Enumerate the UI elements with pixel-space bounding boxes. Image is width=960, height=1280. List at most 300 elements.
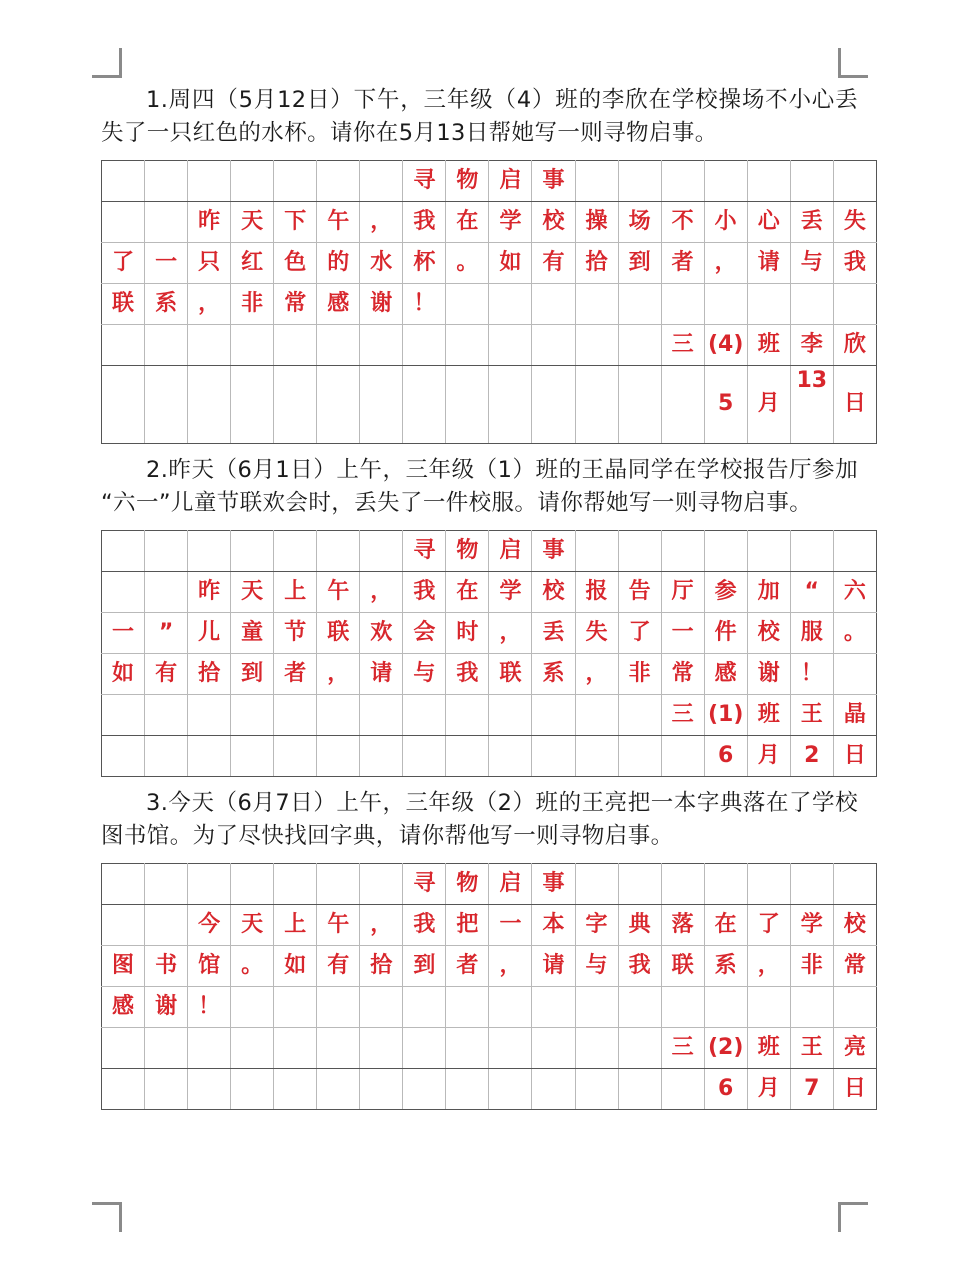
grid-cell[interactable] [403,325,446,366]
grid-cell[interactable]: 启 [489,531,532,572]
grid-cell[interactable]: 到 [231,654,274,695]
grid-cell[interactable] [145,572,188,613]
grid-cell[interactable] [274,366,317,444]
grid-cell[interactable] [532,1028,575,1069]
grid-cell[interactable]: 把 [446,905,489,946]
grid-cell[interactable]: 在 [446,572,489,613]
grid-cell[interactable]: 系 [532,654,575,695]
grid-cell[interactable]: (4) [704,325,747,366]
grid-cell[interactable]: 在 [446,202,489,243]
grid-cell[interactable]: 物 [446,161,489,202]
grid-cell[interactable] [618,325,661,366]
grid-cell[interactable]: 操 [575,202,618,243]
grid-cell[interactable] [102,1028,145,1069]
grid-cell[interactable]: ， [360,905,403,946]
grid-cell[interactable]: 者 [661,243,704,284]
grid-cell[interactable]: ， [575,654,618,695]
grid-cell[interactable]: 校 [532,202,575,243]
grid-cell[interactable]: 校 [532,572,575,613]
grid-cell[interactable]: 班 [747,325,790,366]
grid-cell[interactable] [790,987,833,1028]
grid-cell[interactable] [403,1028,446,1069]
grid-cell[interactable]: 昨 [188,202,231,243]
grid-cell[interactable]: 失 [833,202,876,243]
grid-cell[interactable] [317,325,360,366]
grid-cell[interactable] [747,864,790,905]
grid-cell[interactable]: 午 [317,905,360,946]
grid-cell[interactable] [618,531,661,572]
grid-cell[interactable] [102,736,145,777]
grid-cell[interactable]: 寻 [403,864,446,905]
grid-cell[interactable] [102,864,145,905]
grid-cell[interactable]: 场 [618,202,661,243]
grid-cell[interactable]: 昨 [188,572,231,613]
grid-cell[interactable]: 感 [102,987,145,1028]
grid-cell[interactable] [489,284,532,325]
grid-cell[interactable]: 我 [833,243,876,284]
grid-cell[interactable] [618,987,661,1028]
grid-cell[interactable]: 报 [575,572,618,613]
grid-cell[interactable] [833,284,876,325]
grid-cell[interactable]: 6 [704,1069,747,1110]
grid-cell[interactable] [489,366,532,444]
grid-cell[interactable] [575,284,618,325]
grid-cell[interactable] [446,1028,489,1069]
grid-cell[interactable]: 李 [790,325,833,366]
grid-cell[interactable] [833,864,876,905]
grid-cell[interactable]: 感 [704,654,747,695]
grid-cell[interactable]: 欣 [833,325,876,366]
grid-cell[interactable] [274,325,317,366]
grid-cell[interactable]: 与 [790,243,833,284]
grid-cell[interactable]: 班 [747,1028,790,1069]
grid-cell[interactable] [145,736,188,777]
grid-cell[interactable]: 2 [790,736,833,777]
grid-cell[interactable]: 水 [360,243,403,284]
grid-cell[interactable] [274,695,317,736]
grid-cell[interactable] [575,864,618,905]
grid-cell[interactable] [747,531,790,572]
grid-cell[interactable] [532,325,575,366]
grid-cell[interactable]: 晶 [833,695,876,736]
grid-cell[interactable] [618,1069,661,1110]
grid-cell[interactable] [145,1028,188,1069]
grid-cell[interactable] [102,905,145,946]
grid-cell[interactable]: 三 [661,1028,704,1069]
grid-cell[interactable]: 欢 [360,613,403,654]
grid-cell[interactable]: ！ [403,284,446,325]
grid-cell[interactable]: 联 [489,654,532,695]
grid-cell[interactable]: 了 [102,243,145,284]
grid-cell[interactable] [446,325,489,366]
grid-cell[interactable]: 学 [790,905,833,946]
grid-cell[interactable] [618,161,661,202]
grid-cell[interactable]: 典 [618,905,661,946]
grid-cell[interactable]: 天 [231,572,274,613]
grid-cell[interactable]: 谢 [747,654,790,695]
grid-cell[interactable]: 了 [618,613,661,654]
grid-cell[interactable] [102,325,145,366]
grid-cell[interactable]: 学 [489,572,532,613]
grid-cell[interactable] [618,695,661,736]
grid-cell[interactable]: 只 [188,243,231,284]
grid-cell[interactable] [360,161,403,202]
grid-cell[interactable]: 5 [704,366,747,444]
grid-cell[interactable] [274,1069,317,1110]
grid-cell[interactable] [704,284,747,325]
grid-cell[interactable]: 日 [833,736,876,777]
grid-cell[interactable]: 我 [403,905,446,946]
grid-cell[interactable]: ！ [790,654,833,695]
grid-cell[interactable] [360,1028,403,1069]
grid-cell[interactable]: 月 [747,366,790,444]
grid-cell[interactable]: 月 [747,1069,790,1110]
grid-cell[interactable]: 寻 [403,531,446,572]
grid-cell[interactable] [102,366,145,444]
grid-cell[interactable] [661,531,704,572]
grid-cell[interactable]: 儿 [188,613,231,654]
grid-cell[interactable] [532,284,575,325]
grid-cell[interactable]: ！ [188,987,231,1028]
grid-cell[interactable]: 联 [661,946,704,987]
grid-cell[interactable] [145,161,188,202]
grid-cell[interactable]: 丢 [790,202,833,243]
grid-cell[interactable] [145,325,188,366]
grid-cell[interactable]: 寻 [403,161,446,202]
grid-cell[interactable] [317,864,360,905]
grid-cell[interactable]: 参 [704,572,747,613]
grid-cell[interactable]: 启 [489,864,532,905]
grid-cell[interactable]: 13 [790,366,833,444]
grid-cell[interactable]: 三 [661,325,704,366]
grid-cell[interactable]: 会 [403,613,446,654]
grid-cell[interactable] [317,366,360,444]
grid-cell[interactable]: 启 [489,161,532,202]
grid-cell[interactable]: 联 [102,284,145,325]
grid-cell[interactable]: 的 [317,243,360,284]
grid-cell[interactable]: 亮 [833,1028,876,1069]
grid-cell[interactable] [188,864,231,905]
grid-cell[interactable]: 告 [618,572,661,613]
grid-cell[interactable]: 色 [274,243,317,284]
grid-cell[interactable]: 校 [833,905,876,946]
grid-cell[interactable]: 时 [446,613,489,654]
grid-cell[interactable]: 一 [145,243,188,284]
grid-cell[interactable]: 王 [790,695,833,736]
grid-cell[interactable]: 心 [747,202,790,243]
grid-cell[interactable] [188,1069,231,1110]
grid-cell[interactable]: 系 [704,946,747,987]
grid-cell[interactable]: 节 [274,613,317,654]
grid-cell[interactable] [145,366,188,444]
grid-cell[interactable]: 丢 [532,613,575,654]
grid-cell[interactable]: 与 [575,946,618,987]
grid-cell[interactable]: 6 [704,736,747,777]
grid-cell[interactable] [317,695,360,736]
grid-cell[interactable] [188,695,231,736]
grid-cell[interactable]: 天 [231,905,274,946]
grid-cell[interactable]: 拾 [360,946,403,987]
grid-cell[interactable] [704,161,747,202]
grid-cell[interactable]: “ [790,572,833,613]
grid-cell[interactable] [532,1069,575,1110]
grid-cell[interactable]: 请 [747,243,790,284]
grid-cell[interactable] [102,1069,145,1110]
grid-cell[interactable]: 服 [790,613,833,654]
grid-cell[interactable]: 我 [618,946,661,987]
grid-cell[interactable] [360,864,403,905]
grid-cell[interactable]: 我 [446,654,489,695]
grid-cell[interactable]: ， [360,572,403,613]
grid-cell[interactable]: ， [747,946,790,987]
grid-cell[interactable]: 如 [102,654,145,695]
grid-cell[interactable]: 件 [704,613,747,654]
grid-cell[interactable] [446,987,489,1028]
grid-cell[interactable] [575,531,618,572]
grid-cell[interactable]: 常 [833,946,876,987]
grid-cell[interactable]: 不 [661,202,704,243]
grid-cell[interactable] [274,531,317,572]
grid-cell[interactable] [274,1028,317,1069]
grid-cell[interactable] [274,987,317,1028]
grid-cell[interactable] [102,695,145,736]
grid-cell[interactable]: 日 [833,366,876,444]
grid-cell[interactable] [188,325,231,366]
grid-cell[interactable]: 请 [532,946,575,987]
grid-cell[interactable]: 学 [489,202,532,243]
grid-cell[interactable] [145,531,188,572]
grid-cell[interactable]: 常 [661,654,704,695]
grid-cell[interactable] [661,1069,704,1110]
grid-cell[interactable] [360,1069,403,1110]
grid-cell[interactable] [661,366,704,444]
grid-cell[interactable]: 非 [618,654,661,695]
grid-cell[interactable]: 我 [403,572,446,613]
grid-cell[interactable]: 书 [145,946,188,987]
grid-cell[interactable]: 如 [274,946,317,987]
grid-cell[interactable]: (1) [704,695,747,736]
grid-cell[interactable] [747,161,790,202]
grid-cell[interactable] [274,864,317,905]
grid-cell[interactable]: ， [489,613,532,654]
grid-cell[interactable] [231,1069,274,1110]
grid-cell[interactable] [188,1028,231,1069]
grid-cell[interactable]: 字 [575,905,618,946]
grid-cell[interactable] [274,161,317,202]
grid-cell[interactable]: 落 [661,905,704,946]
grid-cell[interactable]: ” [145,613,188,654]
grid-cell[interactable] [833,531,876,572]
grid-cell[interactable]: 谢 [360,284,403,325]
grid-cell[interactable] [231,1028,274,1069]
grid-cell[interactable]: 与 [403,654,446,695]
grid-cell[interactable] [231,736,274,777]
grid-cell[interactable] [661,864,704,905]
grid-cell[interactable]: 一 [661,613,704,654]
grid-cell[interactable] [790,864,833,905]
grid-cell[interactable]: 系 [145,284,188,325]
grid-cell[interactable] [102,572,145,613]
grid-cell[interactable] [661,987,704,1028]
grid-cell[interactable]: 王 [790,1028,833,1069]
grid-cell[interactable] [231,987,274,1028]
grid-cell[interactable] [489,736,532,777]
grid-cell[interactable]: 童 [231,613,274,654]
grid-cell[interactable]: 到 [618,243,661,284]
grid-cell[interactable] [747,987,790,1028]
grid-cell[interactable]: 事 [532,161,575,202]
grid-cell[interactable]: 天 [231,202,274,243]
grid-cell[interactable] [145,695,188,736]
grid-cell[interactable]: 物 [446,531,489,572]
grid-cell[interactable]: 事 [532,531,575,572]
grid-cell[interactable] [145,905,188,946]
grid-cell[interactable] [618,864,661,905]
grid-cell[interactable]: 下 [274,202,317,243]
grid-cell[interactable] [532,736,575,777]
grid-cell[interactable]: 小 [704,202,747,243]
grid-cell[interactable] [489,695,532,736]
grid-cell[interactable] [532,695,575,736]
grid-cell[interactable]: 。 [833,613,876,654]
grid-cell[interactable] [704,531,747,572]
grid-cell[interactable] [833,654,876,695]
grid-cell[interactable]: 在 [704,905,747,946]
grid-cell[interactable] [145,1069,188,1110]
grid-cell[interactable] [575,695,618,736]
grid-cell[interactable]: 者 [446,946,489,987]
grid-cell[interactable]: 图 [102,946,145,987]
grid-cell[interactable] [102,531,145,572]
grid-cell[interactable]: 谢 [145,987,188,1028]
grid-cell[interactable] [231,864,274,905]
grid-cell[interactable] [661,161,704,202]
grid-cell[interactable] [317,161,360,202]
grid-cell[interactable] [790,284,833,325]
grid-cell[interactable] [274,736,317,777]
grid-cell[interactable] [790,531,833,572]
grid-cell[interactable]: 馆 [188,946,231,987]
grid-cell[interactable] [489,1028,532,1069]
grid-cell[interactable] [403,1069,446,1110]
grid-cell[interactable] [360,695,403,736]
grid-cell[interactable]: 月 [747,736,790,777]
grid-cell[interactable] [747,284,790,325]
grid-cell[interactable] [188,531,231,572]
grid-cell[interactable]: 一 [489,905,532,946]
grid-cell[interactable] [575,1069,618,1110]
grid-cell[interactable]: 常 [274,284,317,325]
grid-cell[interactable]: (2) [704,1028,747,1069]
grid-cell[interactable] [403,366,446,444]
grid-cell[interactable]: 有 [145,654,188,695]
grid-cell[interactable] [360,736,403,777]
grid-cell[interactable] [575,736,618,777]
grid-cell[interactable]: 我 [403,202,446,243]
grid-cell[interactable] [231,695,274,736]
grid-cell[interactable]: 有 [532,243,575,284]
grid-cell[interactable]: 上 [274,905,317,946]
grid-cell[interactable] [833,161,876,202]
grid-cell[interactable] [360,366,403,444]
grid-cell[interactable]: 午 [317,202,360,243]
grid-cell[interactable] [446,366,489,444]
grid-cell[interactable] [575,1028,618,1069]
grid-cell[interactable] [575,161,618,202]
grid-cell[interactable] [317,987,360,1028]
grid-cell[interactable]: 7 [790,1069,833,1110]
grid-cell[interactable]: 有 [317,946,360,987]
grid-cell[interactable] [704,987,747,1028]
grid-cell[interactable]: 班 [747,695,790,736]
grid-cell[interactable] [446,1069,489,1110]
grid-cell[interactable]: 如 [489,243,532,284]
grid-cell[interactable]: 一 [102,613,145,654]
grid-cell[interactable]: 红 [231,243,274,284]
grid-cell[interactable]: 本 [532,905,575,946]
grid-cell[interactable]: 非 [790,946,833,987]
grid-cell[interactable]: ， [704,243,747,284]
grid-cell[interactable]: 非 [231,284,274,325]
grid-cell[interactable] [532,366,575,444]
grid-cell[interactable] [188,366,231,444]
grid-cell[interactable]: 加 [747,572,790,613]
grid-cell[interactable] [403,987,446,1028]
grid-cell[interactable]: ， [489,946,532,987]
grid-cell[interactable]: 联 [317,613,360,654]
grid-cell[interactable] [403,736,446,777]
grid-cell[interactable] [532,987,575,1028]
grid-cell[interactable] [618,736,661,777]
grid-cell[interactable]: 拾 [575,243,618,284]
grid-cell[interactable] [661,284,704,325]
grid-cell[interactable]: 。 [231,946,274,987]
grid-cell[interactable]: 事 [532,864,575,905]
grid-cell[interactable]: 拾 [188,654,231,695]
grid-cell[interactable] [145,202,188,243]
grid-cell[interactable] [317,531,360,572]
grid-cell[interactable]: ， [360,202,403,243]
grid-cell[interactable] [489,987,532,1028]
grid-cell[interactable] [704,864,747,905]
grid-cell[interactable] [102,161,145,202]
grid-cell[interactable] [575,987,618,1028]
grid-cell[interactable]: 杯 [403,243,446,284]
grid-cell[interactable] [231,366,274,444]
grid-cell[interactable]: 。 [446,243,489,284]
grid-cell[interactable]: 感 [317,284,360,325]
grid-cell[interactable] [446,736,489,777]
grid-cell[interactable] [618,366,661,444]
grid-cell[interactable]: 了 [747,905,790,946]
grid-cell[interactable]: 日 [833,1069,876,1110]
grid-cell[interactable]: 厅 [661,572,704,613]
grid-cell[interactable]: 者 [274,654,317,695]
grid-cell[interactable] [102,202,145,243]
grid-cell[interactable]: 上 [274,572,317,613]
grid-cell[interactable] [575,366,618,444]
grid-cell[interactable]: 请 [360,654,403,695]
grid-cell[interactable]: ， [188,284,231,325]
grid-cell[interactable]: 到 [403,946,446,987]
grid-cell[interactable]: 六 [833,572,876,613]
grid-cell[interactable]: 失 [575,613,618,654]
grid-cell[interactable] [446,695,489,736]
grid-cell[interactable] [188,736,231,777]
grid-cell[interactable] [489,325,532,366]
grid-cell[interactable] [231,325,274,366]
grid-cell[interactable] [317,1028,360,1069]
